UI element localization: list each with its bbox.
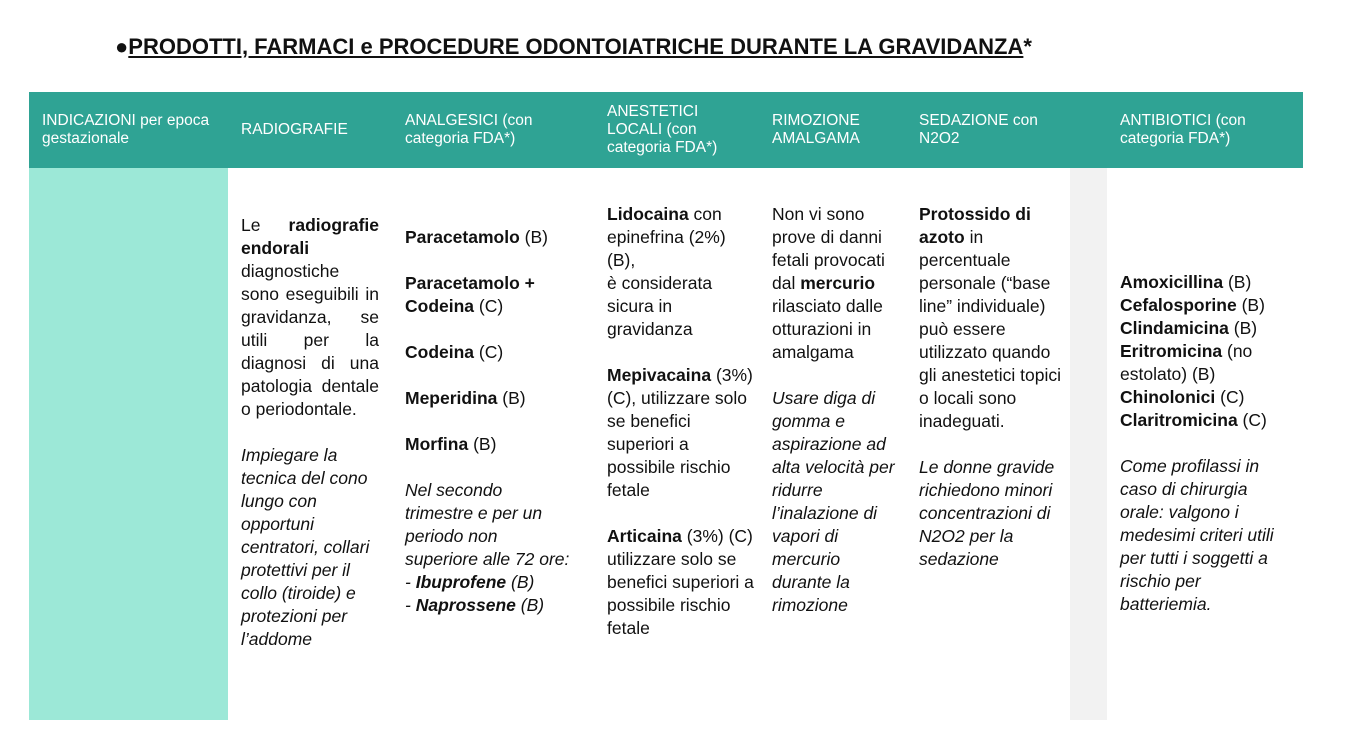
- antibiotico-item: Chinolonici (C): [1120, 387, 1245, 407]
- analgesico-extra-item: - Ibuprofene (B): [405, 572, 535, 592]
- sedazione-text: Protossido di azoto in percentuale personale (“base line” individuale) può essere utilizzato quando gli anestetici topici o locali sono inadeguati.: [919, 204, 1062, 431]
- anestetico-mepivacaina: Mepivacaina (3%) (C), utilizzare solo se benefici superiori a possibile rischio fetale: [607, 365, 753, 500]
- analgesici-note: Nel secondo trimestre e per un periodo non superiore alle 72 ore:: [405, 480, 570, 569]
- radiografie-cell: [241, 214, 379, 651]
- indicazioni-column: [29, 168, 228, 720]
- page-title: [115, 34, 1032, 60]
- antibiotico-item: Eritromicina (no estolato) (B): [1120, 341, 1253, 384]
- header-indicazioni: INDICAZIONI per epoca gestazionale: [42, 112, 210, 147]
- header-sedazione: SEDAZIONE con N2O2: [919, 112, 1038, 147]
- antibiotico-item: Cefalosporine (B): [1120, 295, 1265, 315]
- antibiotico-item: Amoxicillina (B): [1120, 272, 1252, 292]
- bullet-icon: ●: [115, 34, 129, 59]
- header-antibiotici: ANTIBIOTICI (con categoria FDA*): [1120, 112, 1246, 147]
- amalgama-text: Non vi sono prove di danni fetali provocati dal mercurio rilasciato dalle otturazioni in amalgama: [772, 204, 885, 362]
- sedazione-cell: [919, 203, 1064, 571]
- page-title-text: PRODOTTI, FARMACI e PROCEDURE ODONTOIATRICHE DURANTE LA GRAVIDANZA: [128, 34, 1024, 59]
- title-asterisk: *: [1023, 34, 1032, 59]
- anestetico-lidocaina: Lidocaina con epinefrina (2%) (B),: [607, 204, 726, 270]
- sedazione-note: Le donne gravide richiedono minori concentrazioni di N2O2 per la sedazione: [919, 457, 1055, 569]
- antibiotico-item: Clindamicina (B): [1120, 318, 1258, 338]
- analgesici-cell: [405, 226, 575, 617]
- analgesico-item: Paracetamolo + Codeina (C): [405, 273, 535, 316]
- header-amalgama: RIMOZIONE AMALGAMA: [772, 112, 860, 147]
- analgesico-item: Codeina (C): [405, 342, 504, 362]
- antibiotici-cell: [1120, 271, 1295, 616]
- header-analgesici: ANALGESICI (con categoria FDA*): [405, 112, 533, 147]
- amalgama-note: Usare diga di gomma e aspirazione ad alta velocità per ridurre l’inalazione di vapori di mercurio durante la rimozione: [772, 388, 895, 615]
- radiografie-note: Impiegare la tecnica del cono lungo con opportuni centratori, collari protettivi per il collo (tiroide) e protezioni per l’addome: [241, 445, 370, 649]
- radiografie-text: Le radiografie endorali diagnostiche sono eseguibili in gravidanza, se utili per la diagnosi di una patologia dentale o periodontale.: [241, 215, 379, 419]
- anestetico-articaina: Articaina (3%) (C) utilizzare solo se benefici superiori a possibile rischio fetale: [607, 526, 754, 638]
- amalgama-cell: [772, 203, 897, 617]
- anestetici-cell: [607, 203, 757, 640]
- antibiotici-note: Come profilassi in caso di chirurgia orale: valgono i medesimi criteri utili per tutti i soggetti a rischio per batteriemia.: [1120, 456, 1274, 614]
- column-separator: [1070, 168, 1107, 720]
- analgesico-item: Meperidina (B): [405, 388, 526, 408]
- anestetico-lidocaina-note: è considerata sicura in gravidanza: [607, 273, 713, 339]
- antibiotico-item: Claritromicina (C): [1120, 410, 1267, 430]
- analgesico-item: Morfina (B): [405, 434, 497, 454]
- analgesico-extra-item: - Naprossene (B): [405, 595, 545, 615]
- header-anestetici: ANESTETICI LOCALI (con categoria FDA*): [607, 103, 718, 156]
- header-radiografie: RADIOGRAFIE: [241, 121, 348, 138]
- analgesico-item: Paracetamolo (B): [405, 227, 548, 247]
